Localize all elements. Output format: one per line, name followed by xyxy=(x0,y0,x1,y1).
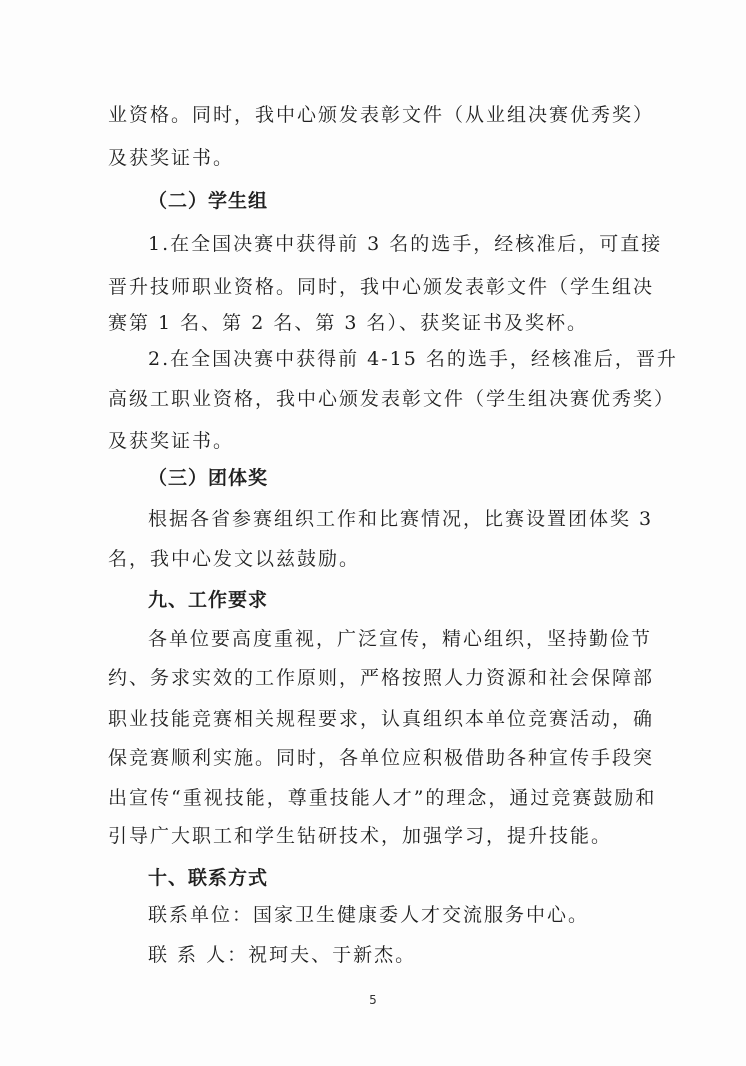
section-heading-student-group: （二）学生组 xyxy=(148,190,269,212)
text-line: 名，我中心发文以兹鼓励。 xyxy=(108,548,361,570)
section-heading-contact: 十、联系方式 xyxy=(148,867,269,889)
text-line: 根据各省参赛组织工作和比赛情况，比赛设置团体奖 3 xyxy=(148,508,654,530)
text-line: 及获奖证书。 xyxy=(108,147,235,169)
text-line: 晋升技师职业资格。同时，我中心颁发表彰文件（学生组决 xyxy=(108,276,655,298)
text-line: 1.在全国决赛中获得前 3 名的选手，经核准后，可直接 xyxy=(148,233,663,255)
contact-person: 联 系 人：祝珂夫、于新杰。 xyxy=(148,944,417,966)
text-line: 职业技能竞赛相关规程要求，认真组织本单位竞赛活动，确 xyxy=(108,708,655,730)
text-line: 业资格。同时，我中心颁发表彰文件（从业组决赛优秀奖） xyxy=(108,104,655,126)
text-line: 及获奖证书。 xyxy=(108,430,235,452)
section-heading-team-award: （三）团体奖 xyxy=(148,467,269,489)
text-line: 保竞赛顺利实施。同时，各单位应积极借助各种宣传手段突 xyxy=(108,747,655,769)
text-line: 引导广大职工和学生钻研技术，加强学习，提升技能。 xyxy=(108,825,613,847)
text-line: 约、务求实效的工作原则，严格按照人力资源和社会保障部 xyxy=(108,667,655,689)
contact-unit: 联系单位：国家卫生健康委人才交流服务中心。 xyxy=(148,904,590,926)
text-line: 赛第 1 名、第 2 名、第 3 名）、获奖证书及奖杯。 xyxy=(108,312,589,334)
text-line: 出宣传“重视技能，尊重技能人才”的理念，通过竞赛鼓励和 xyxy=(108,787,657,809)
text-line: 各单位要高度重视，广泛宣传，精心组织，坚持勤俭节 xyxy=(148,628,653,650)
section-heading-work-requirements: 九、工作要求 xyxy=(148,589,269,611)
text-line: 2.在全国决赛中获得前 4-15 名的选手，经核准后，晋升 xyxy=(148,348,678,370)
text-line: 高级工职业资格，我中心颁发表彰文件（学生组决赛优秀奖） xyxy=(108,388,676,410)
page-number: 5 xyxy=(369,993,377,1007)
